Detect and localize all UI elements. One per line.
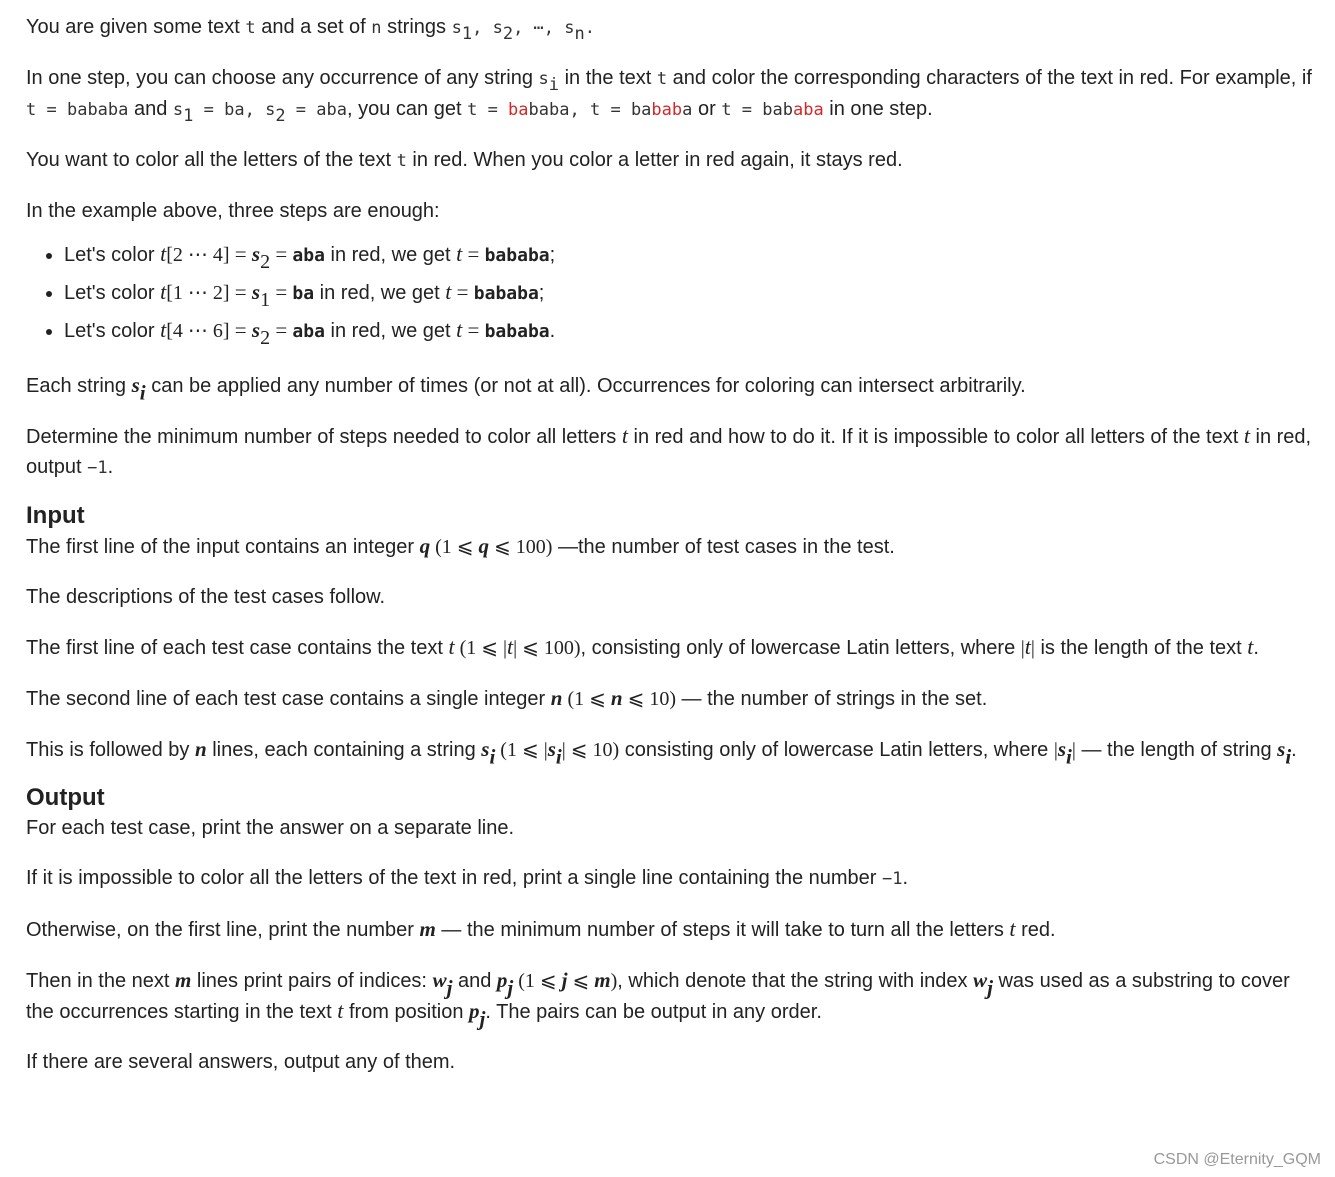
var-t: t [337,998,344,1023]
text: In one step, you can choose any occurrence of any string [26,67,539,89]
equals: = [477,100,509,120]
result-value: bababa [473,283,539,304]
equals: = [600,100,631,120]
intro-paragraph [26,12,1318,43]
string-value: aba [292,321,325,342]
list-item [64,274,1318,312]
input-heading: Input [26,502,85,529]
var-s: s [451,18,462,38]
subscript: 2 [260,251,271,273]
range: [2 ⋯ 4] [166,244,230,266]
text: in red and how to do it. If it is impossible to color all letters of the text [627,426,1244,448]
text: Then in the next [26,970,175,992]
text: Let's color [64,320,161,342]
math-text: (1 ⩽ [562,688,611,710]
example-string: aba [316,100,347,120]
text: , [472,18,493,38]
equals: = [270,318,293,342]
example-text: ba [630,100,652,120]
output-line-5: If there are several answers, output any of them. [26,1051,456,1073]
text: — the number of strings in the set. [675,688,988,710]
task-paragraph [26,421,1318,483]
text: can be applied any number of times (or not at all). Occurrences for coloring can intersect arbitrarily. [145,375,1026,397]
output-heading: Output [26,784,105,811]
var-s: s [251,318,261,342]
math-text: (1 ⩽ | [495,739,548,761]
text: — the length of string [1075,739,1278,761]
ellipsis: ⋯ [533,18,544,38]
text: — the minimum number of steps it will take to turn all the letters [435,919,1010,941]
math-text: | [1053,739,1058,761]
math-text: | ⩽ 10) [561,739,620,761]
input-line-4 [26,683,1318,714]
equals: = [462,242,485,266]
math-text: ⩽ [567,970,595,992]
var-t: t [1024,634,1031,659]
text: ; [549,244,556,266]
text: in the text [559,67,657,89]
text: Each string [26,375,132,397]
input-line-2: The descriptions of the test cases follow. [26,586,386,608]
var-t: t [160,279,167,304]
color-paragraph [26,145,1318,176]
text: , which denote that the string with index [617,970,974,992]
text: , [513,18,534,38]
input-line-1 [26,531,1318,562]
equals: = [36,100,67,120]
input-line-3 [26,632,1318,663]
var-t: t [245,18,256,38]
var-t: t [456,317,463,342]
math-text: | ⩽ 100) [513,637,581,659]
text: , you can get [347,98,468,120]
text: lines, each containing a string [206,739,482,761]
step-list [26,236,1318,350]
var-s: s [538,69,549,89]
var-t: t [456,241,463,266]
subscript: i [548,74,560,95]
var-m: m [594,968,611,992]
input-line-5 [26,734,1318,769]
var-t: t [721,100,732,120]
math-text: (1 ⩽ [430,536,479,558]
text: . The pairs can be output in any order. [485,1001,822,1023]
text: in red, we get [324,320,457,342]
output-line-3 [26,914,1318,945]
var-s: s [547,737,556,761]
output-line-2 [26,863,1318,894]
equals: = [451,280,474,304]
text: You want to color all the letters of the text [26,149,397,171]
math-text: ⩽ 10) [622,688,676,710]
text: . [549,320,556,342]
example-string: ba [224,100,245,120]
text: strings [381,16,452,38]
text: and a set of [255,16,372,38]
text: Otherwise, on the first line, print the number [26,919,420,941]
var-n: n [194,737,207,761]
text: in one step. [823,98,933,120]
var-n: n [550,686,563,710]
var-p: p [496,968,508,992]
example-intro [26,196,1318,226]
subscript: j [987,975,993,1000]
text: Determine the minimum number of steps needed to color all letters [26,426,622,448]
list-item [64,236,1318,274]
var-s: s [172,100,184,120]
subscript: i [555,744,562,769]
red-highlight: ba [508,100,529,120]
text: lines print pairs of indices: [191,970,433,992]
var-n: n [371,18,382,38]
text: in red. When you color a letter in red again, it stays red. [406,149,903,171]
var-t: t [448,634,455,659]
var-s: s [251,280,261,304]
var-s: s [265,100,276,120]
var-t: t [396,151,407,171]
math-text: | [1020,637,1025,659]
var-j: j [561,968,568,992]
list-item [64,312,1318,350]
input-section [26,501,1318,769]
example-text: bab [762,100,793,120]
output-line-4 [26,965,1318,1031]
equals: = [229,242,252,266]
text: The first line of each test case contains the text [26,637,449,659]
var-t: t [589,100,601,120]
red-highlight: aba [792,100,824,120]
range: [1 ⋯ 2] [166,282,230,304]
text: was used as a substring to cover the occurrences starting in the text [26,970,1290,1023]
equals: = [270,242,293,266]
output-line-1: For each test case, print the answer on a separate line. [26,817,515,839]
example-text: bababa [66,100,129,120]
var-t: t [656,69,668,89]
text: . [1253,637,1259,659]
var-t: t [160,241,167,266]
var-n: n [610,686,623,710]
example-text: a [682,100,693,120]
watermark: CSDN @Eternity_GQM [1153,1151,1321,1168]
text: Let's color [64,282,161,304]
text: and [452,970,497,992]
math-text: ⩽ 100) [489,536,553,558]
equals: = [193,100,225,120]
subscript: 1 [461,23,473,44]
result-value: bababa [484,245,550,266]
equals: = [462,318,485,342]
apply-paragraph [26,370,1318,405]
text: , [244,100,266,120]
var-t: t [1247,634,1254,659]
subscript: i [489,744,496,769]
var-t: t [26,100,37,120]
text: in red, we get [314,282,446,304]
text: —the number of test cases in the test. [552,536,895,558]
text: consisting only of lowercase Latin letters, where [619,739,1054,761]
step-paragraph [26,63,1318,125]
text: is the length of the text [1034,637,1248,659]
math-text: ) [610,970,618,992]
text: in red, we get [324,244,457,266]
var-t: t [1243,423,1250,448]
subscript: 1 [183,105,194,126]
var-w: w [973,968,988,992]
equals: = [229,280,252,304]
subscript: 1 [260,289,271,311]
math-text: (1 ⩽ | [454,637,507,659]
text: Let's color [64,244,161,266]
text: in red, output [26,426,1312,478]
var-s: s [564,18,575,38]
var-m: m [419,917,436,941]
text: and color the corresponding characters of the text in red. For example, if [667,67,1312,89]
text: In the example above, three steps are enough: [26,200,440,222]
var-t: t [467,100,478,120]
var-w: w [432,968,447,992]
subscript: 2 [275,105,286,126]
text: red. [1015,919,1056,941]
subscript: j [507,975,514,1000]
var-q: q [419,534,431,558]
text: . [902,867,909,889]
var-t: t [160,317,167,342]
subscript: i [139,380,146,405]
text: , [569,100,590,120]
equals: = [229,318,252,342]
subscript: j [479,1006,486,1031]
text: , [543,18,565,38]
subscript: i [1285,744,1292,769]
string-value: ba [292,283,315,304]
text: . [107,456,114,478]
text: This is followed by [26,739,195,761]
equals: = [270,280,293,304]
var-s: s [1057,737,1067,761]
output-section [26,783,1318,1077]
var-s: s [1277,737,1286,761]
math-text: | [1071,739,1076,761]
var-s: s [492,18,503,38]
var-m: m [174,968,192,992]
text: and [128,98,173,120]
red-highlight: bab [651,100,683,120]
text: or [692,98,722,120]
text: The second line of each test case contains a single integer [26,688,551,710]
example-text: baba [528,100,570,120]
var-q: q [478,534,489,558]
text: , consisting only of lowercase Latin letters, where [580,637,1021,659]
subscript: i [1066,744,1072,769]
text: . [1291,739,1297,761]
text: . [584,18,596,38]
text: from position [343,1001,470,1023]
neg-one: −1 [87,458,108,478]
problem-statement [26,12,1318,1097]
text: The first line of the input contains an integer [26,536,420,558]
var-p: p [469,999,480,1023]
var-s: s [481,737,490,761]
math-text: (1 ⩽ [513,970,562,992]
range: [4 ⋯ 6] [166,320,230,342]
var-t: t [507,634,514,659]
neg-one: −1 [882,869,903,889]
var-t: t [1009,916,1016,941]
text: If it is impossible to color all the letters of the text in red, print a single line containing the number [26,867,882,889]
math-text: | [1030,637,1035,659]
subscript: n [574,23,585,44]
subscript: 2 [260,327,271,349]
equals: = [285,100,317,120]
var-t: t [445,279,452,304]
var-s: s [131,373,140,397]
subscript: j [446,975,453,1000]
equals: = [731,100,763,120]
text: You are given some text [26,16,246,38]
result-value: bababa [484,321,550,342]
subscript: 2 [502,23,514,44]
var-s: s [251,242,261,266]
string-value: aba [292,245,325,266]
var-t: t [621,423,628,448]
text: ; [538,282,545,304]
